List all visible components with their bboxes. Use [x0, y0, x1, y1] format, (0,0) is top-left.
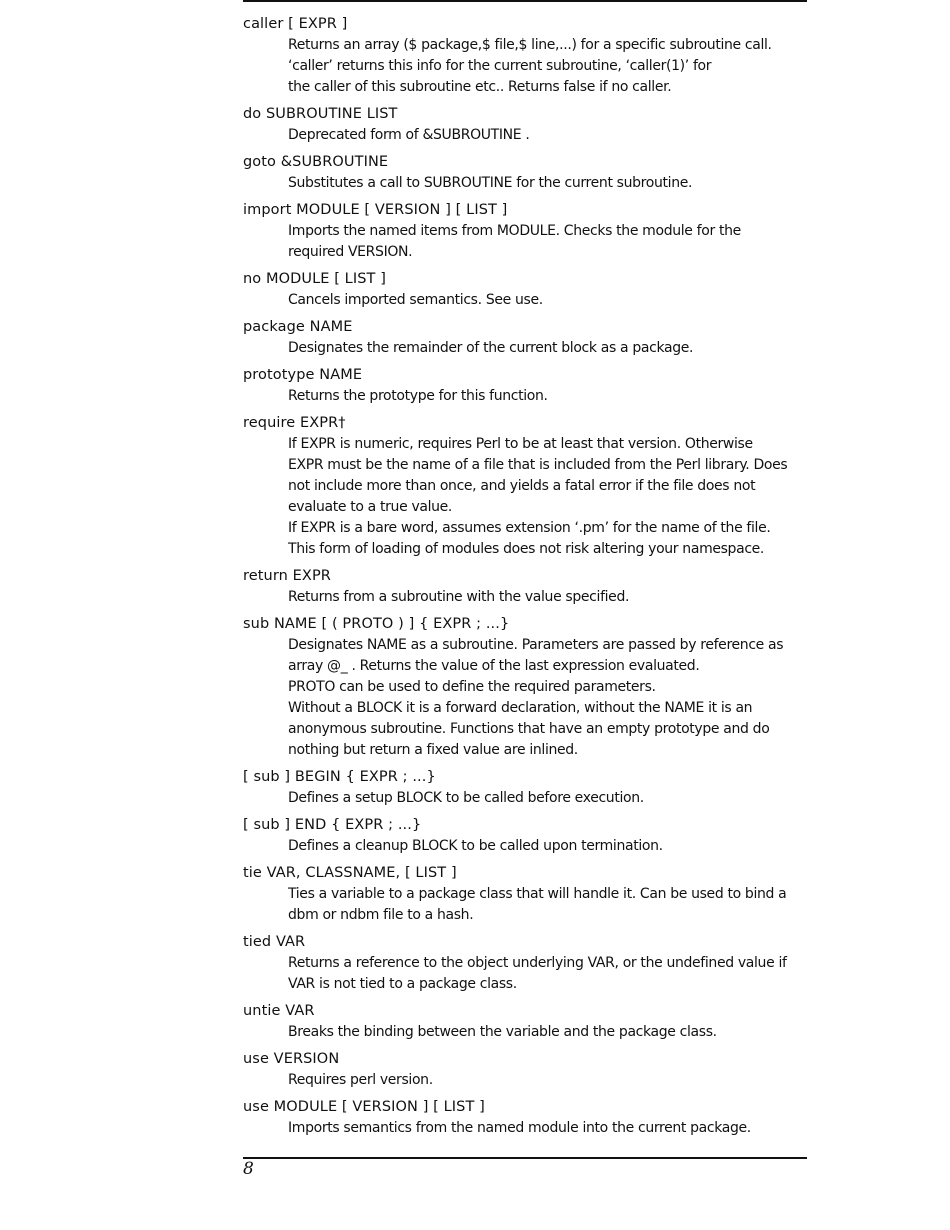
description-line: anonymous subroutine. Functions that have an empty prototype and do	[288, 721, 770, 737]
entry-description	[288, 386, 807, 407]
description-line: Imports semantics from the named module into the current package.	[288, 1120, 751, 1136]
entry-description	[288, 173, 807, 194]
entry	[243, 200, 807, 263]
description-line: If EXPR is numeric, requires Perl to be at least that version. Otherwise	[288, 436, 753, 452]
entry-term: do SUBROUTINE LIST	[243, 106, 398, 122]
description-line: nothing but return a fixed value are inlined.	[288, 742, 578, 758]
description-line: Breaks the binding between the variable and the package class.	[288, 1024, 717, 1040]
description-line: Defines a setup BLOCK to be called before execution.	[288, 790, 644, 806]
description-line: Returns an array ($ package,$ file,$ line,...) for a specific subroutine call.	[288, 37, 772, 53]
entry	[243, 152, 807, 194]
description-line: Returns the prototype for this function.	[288, 388, 548, 404]
page-number: 8	[243, 1159, 254, 1179]
entry-term: goto &SUBROUTINE	[243, 154, 389, 170]
entry-term: use VERSION	[243, 1051, 340, 1067]
entry-description	[288, 836, 807, 857]
entry-description	[288, 125, 807, 146]
entry	[243, 269, 807, 311]
entry-term: package NAME	[243, 319, 353, 335]
description-line: Designates NAME as a subroutine. Parameters are passed by reference as	[288, 637, 784, 653]
description-line: Returns a reference to the object underlying VAR, or the undefined value if	[288, 955, 787, 971]
entry-term: sub NAME [ ( PROTO ) ] { EXPR ; ...}	[243, 616, 510, 632]
entry-description	[288, 1070, 807, 1091]
description-line: required VERSION.	[288, 244, 413, 260]
entry-description	[288, 221, 807, 263]
description-line: evaluate to a true value.	[288, 499, 453, 515]
description-line: Ties a variable to a package class that will handle it. Can be used to bind a	[288, 886, 787, 902]
entry-description	[288, 587, 807, 608]
entry	[243, 317, 807, 359]
description-line: Without a BLOCK it is a forward declaration, without the NAME it is an	[288, 700, 753, 716]
entry-description	[288, 290, 807, 311]
entry-term: no MODULE [ LIST ]	[243, 271, 386, 287]
top-rule	[243, 0, 807, 2]
entry	[243, 14, 807, 98]
entry-description	[288, 953, 807, 995]
entry-term: caller [ EXPR ]	[243, 16, 348, 32]
entry-term: use MODULE [ VERSION ] [ LIST ]	[243, 1099, 485, 1115]
description-line: This form of loading of modules does not risk altering your namespace.	[288, 541, 765, 557]
description-line: Substitutes a call to SUBROUTINE for the current subroutine.	[288, 175, 693, 191]
description-line: Returns from a subroutine with the value specified.	[288, 589, 630, 605]
entry	[243, 413, 807, 560]
description-line: ‘caller’ returns this info for the current subroutine, ‘caller(1)’ for	[288, 58, 712, 74]
entry	[243, 614, 807, 761]
entry	[243, 1049, 807, 1091]
entry-description	[288, 1022, 807, 1043]
description-line: PROTO can be used to define the required parameters.	[288, 679, 656, 695]
description-line: Deprecated form of &SUBROUTINE .	[288, 127, 530, 143]
description-line: Designates the remainder of the current block as a package.	[288, 340, 694, 356]
entry-description	[288, 1118, 807, 1139]
description-line: the caller of this subroutine etc.. Returns false if no caller.	[288, 79, 672, 95]
entry	[243, 365, 807, 407]
description-line: Requires perl version.	[288, 1072, 433, 1088]
entry-description	[288, 434, 807, 560]
bottom-rule	[243, 1157, 807, 1159]
entry	[243, 566, 807, 608]
entry-description	[288, 884, 807, 926]
description-line: VAR is not tied to a package class.	[288, 976, 517, 992]
entry-description	[288, 788, 807, 809]
description-line: array @_ . Returns the value of the last expression evaluated.	[288, 658, 700, 674]
entry-term: [ sub ] BEGIN { EXPR ; ...}	[243, 769, 436, 785]
entry-term: untie VAR	[243, 1003, 315, 1019]
entry	[243, 932, 807, 995]
entry	[243, 767, 807, 809]
description-line: Cancels imported semantics. See use.	[288, 292, 543, 308]
entry-term: [ sub ] END { EXPR ; ...}	[243, 817, 422, 833]
entry	[243, 863, 807, 926]
description-line: dbm or ndbm file to a hash.	[288, 907, 474, 923]
entry-term: return EXPR	[243, 568, 331, 584]
entry-term: require EXPR†	[243, 415, 346, 431]
entry	[243, 104, 807, 146]
entry-term: prototype NAME	[243, 367, 363, 383]
description-line: EXPR must be the name of a file that is included from the Perl library. Does	[288, 457, 788, 473]
entry	[243, 1097, 807, 1139]
entry	[243, 815, 807, 857]
entry	[243, 1001, 807, 1043]
entry-list	[243, 14, 807, 1145]
entry-description	[288, 35, 807, 98]
description-line: If EXPR is a bare word, assumes extension ‘.pm’ for the name of the file.	[288, 520, 771, 536]
entry-term: import MODULE [ VERSION ] [ LIST ]	[243, 202, 508, 218]
entry-description	[288, 338, 807, 359]
description-line: Imports the named items from MODULE. Checks the module for the	[288, 223, 741, 239]
entry-term: tied VAR	[243, 934, 306, 950]
entry-description	[288, 635, 807, 761]
entry-term: tie VAR, CLASSNAME, [ LIST ]	[243, 865, 457, 881]
description-line: not include more than once, and yields a fatal error if the file does not	[288, 478, 756, 494]
description-line: Defines a cleanup BLOCK to be called upon termination.	[288, 838, 663, 854]
